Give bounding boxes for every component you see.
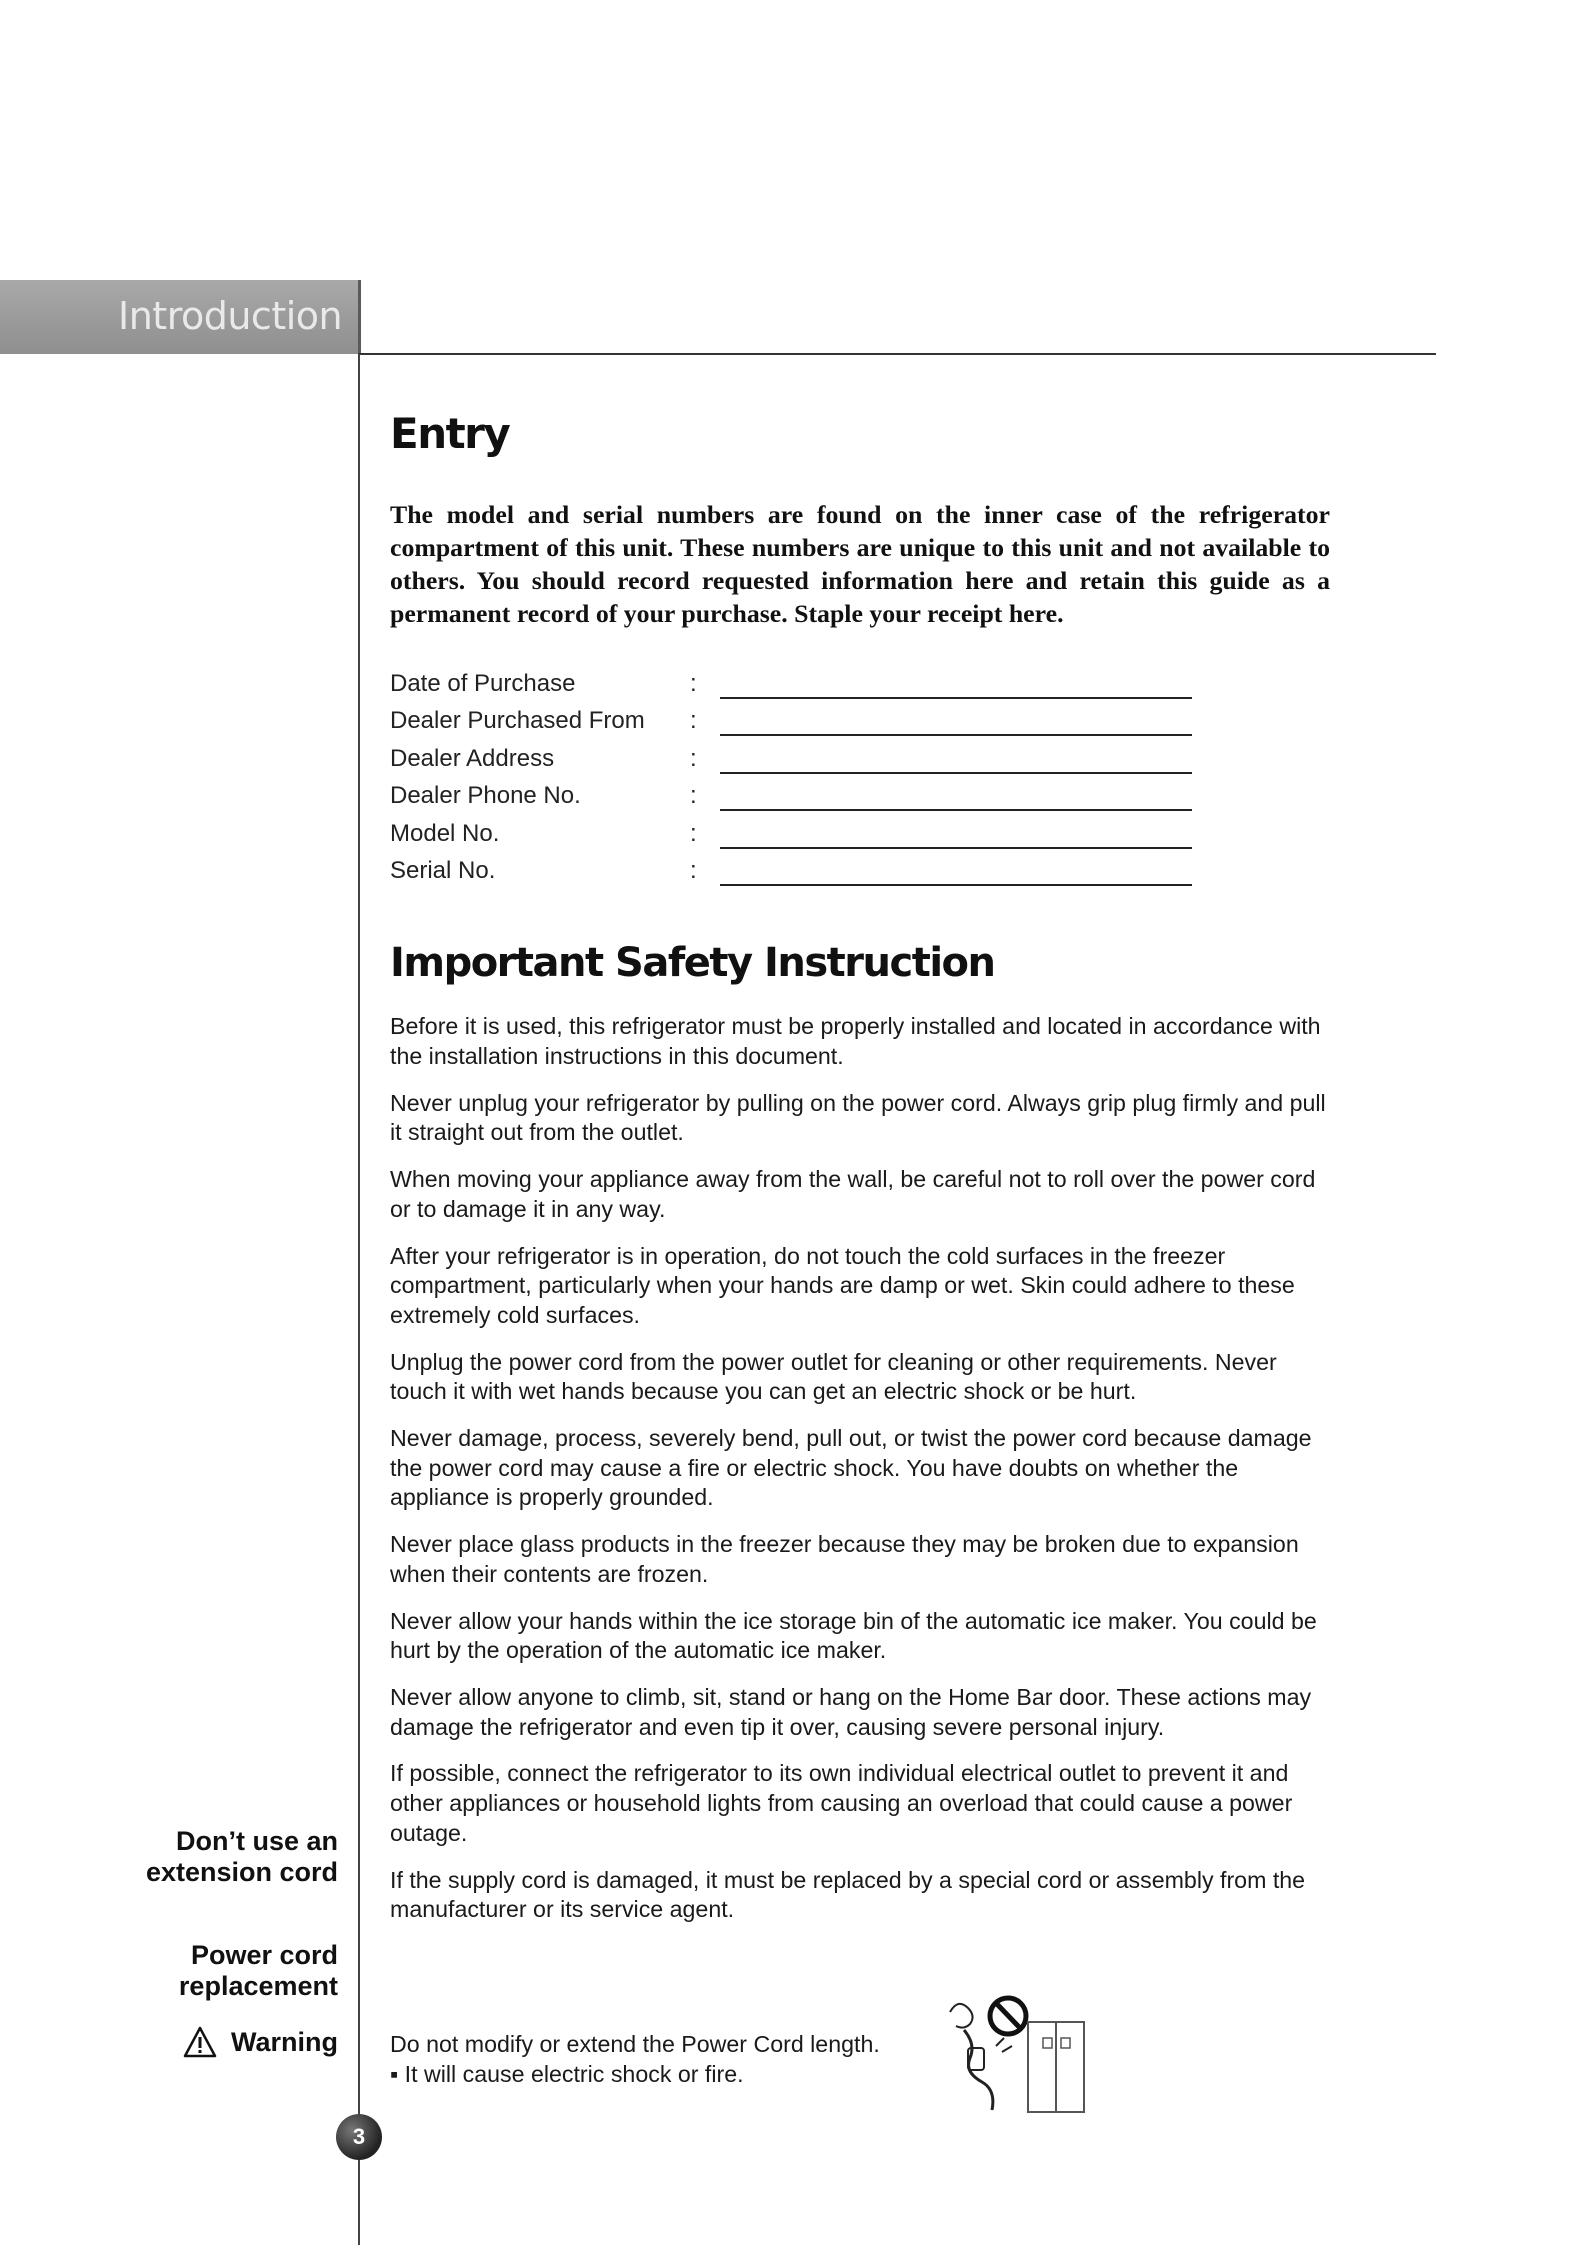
fill-in-line <box>720 809 1192 811</box>
safety-paragraph: Before it is used, this refrigerator must be properly installed and located in accordance with the installation instructions in this document. <box>390 1013 1321 1070</box>
side-heading-line: replacement <box>178 1971 338 2001</box>
safety-paragraph: Unplug the power cord from the power outlet for cleaning or other requirements. Never touch it with wet hands because you can get an electric shock or be hurt. <box>390 1348 1277 1405</box>
form-row <box>390 820 1330 857</box>
safety-paragraph: If possible, connect the refrigerator to its own individual electrical outlet to prevent it and other appliances or household lights from causing an overload that could cause a power outage. <box>390 1760 1293 1846</box>
safety-paragraph: Never allow your hands within the ice storage bin of the automatic ice maker. You could be hurt by the operation of the automatic ice maker. <box>390 1607 1317 1664</box>
safety-paragraph: Never place glass products in the freezer because they may be broken due to expansion when their contents are frozen. <box>390 1531 1299 1587</box>
safety-paragraph: If the supply cord is damaged, it must be replaced by a special cord or assembly from the manufacturer or its service agent. <box>390 1866 1306 1923</box>
header-rule <box>358 353 1436 355</box>
safety-paragraph: Never unplug your refrigerator by pulling on the power cord. Always grip plug firmly and pull it straight out from the outlet. <box>390 1089 1326 1146</box>
field-label: Date of Purchase <box>390 670 576 697</box>
warning-text <box>390 2030 880 2089</box>
warning-triangle-icon <box>183 2026 217 2058</box>
field-label: Dealer Purchased From <box>390 707 645 735</box>
form-row <box>390 745 1330 782</box>
side-heading-extension-cord <box>146 1826 338 1888</box>
form-row <box>390 670 1330 707</box>
warning-line: Do not modify or extend the Power Cord length. <box>390 2031 880 2057</box>
safety-paragraph: After your refrigerator is in operation, do not touch the cold surfaces in the freezer compartment, particularly when your hands are damp or wet. Skin could adhere to these extremely cold surfaces. <box>390 1242 1295 1328</box>
fill-in-line <box>720 697 1192 699</box>
side-heading-power-cord <box>179 1940 338 2002</box>
side-heading-line: Don’t use an <box>175 1826 338 1856</box>
entry-intro: The model and serial numbers are found on the inner case of the refrigerator compartment of this unit. These numbers are unique to this unit and not available to others. You should record requested information here and retain this guide as a permanent record of your purchase. Staple your receipt here. <box>390 500 1330 628</box>
no-extension-cord-illustration <box>944 1990 1090 2116</box>
safety-paragraph: When moving your appliance away from the wall, be careful not to roll over the power cord or to damage it in any way. <box>390 1166 1316 1222</box>
fill-in-line <box>720 847 1192 849</box>
fill-in-line <box>720 884 1192 886</box>
entry-title: Entry <box>390 409 510 458</box>
field-label: Dealer Address <box>390 744 555 772</box>
form-row <box>390 857 1330 894</box>
page-number-badge: 3 <box>336 2114 382 2160</box>
field-label: Model No. <box>390 819 500 847</box>
field-colon: : <box>690 707 697 735</box>
field-colon: : <box>690 744 697 772</box>
field-colon: : <box>690 819 697 847</box>
field-label: Serial No. <box>390 856 496 884</box>
field-colon: : <box>690 856 697 884</box>
safety-paragraph: Never damage, process, severely bend, pull out, or twist the power cord because damage the power cord may cause a fire or electric shock. You have doubts on whether the appliance is properly grounded. <box>390 1425 1312 1511</box>
section-tab-label: Introduction <box>118 294 343 338</box>
field-label: Dealer Phone No. <box>390 782 581 810</box>
field-colon: : <box>690 670 697 697</box>
warning-label: Warning <box>231 2026 338 2057</box>
side-heading-warning <box>183 2026 338 2058</box>
safety-paragraph: Never allow anyone to climb, sit, stand or hang on the Home Bar door. These actions may damage the refrigerator and even tip it over, causing severe personal injury. <box>390 1684 1312 1740</box>
side-heading-line: Power cord <box>190 1940 338 1970</box>
section-tab <box>0 280 361 354</box>
purchase-record-form <box>390 670 1330 894</box>
side-heading-line: extension cord <box>145 1857 338 1887</box>
fill-in-line <box>720 772 1192 774</box>
form-row <box>390 707 1330 744</box>
safety-title: Important Safety Instruction <box>390 940 995 987</box>
margin-rule <box>358 354 360 2245</box>
fill-in-line <box>720 734 1192 736</box>
main-content <box>390 408 1330 1942</box>
warning-line: ▪ It will cause electric shock or fire. <box>390 2060 744 2087</box>
form-row <box>390 782 1330 819</box>
field-colon: : <box>690 782 697 810</box>
safety-instructions <box>390 1012 1330 1925</box>
